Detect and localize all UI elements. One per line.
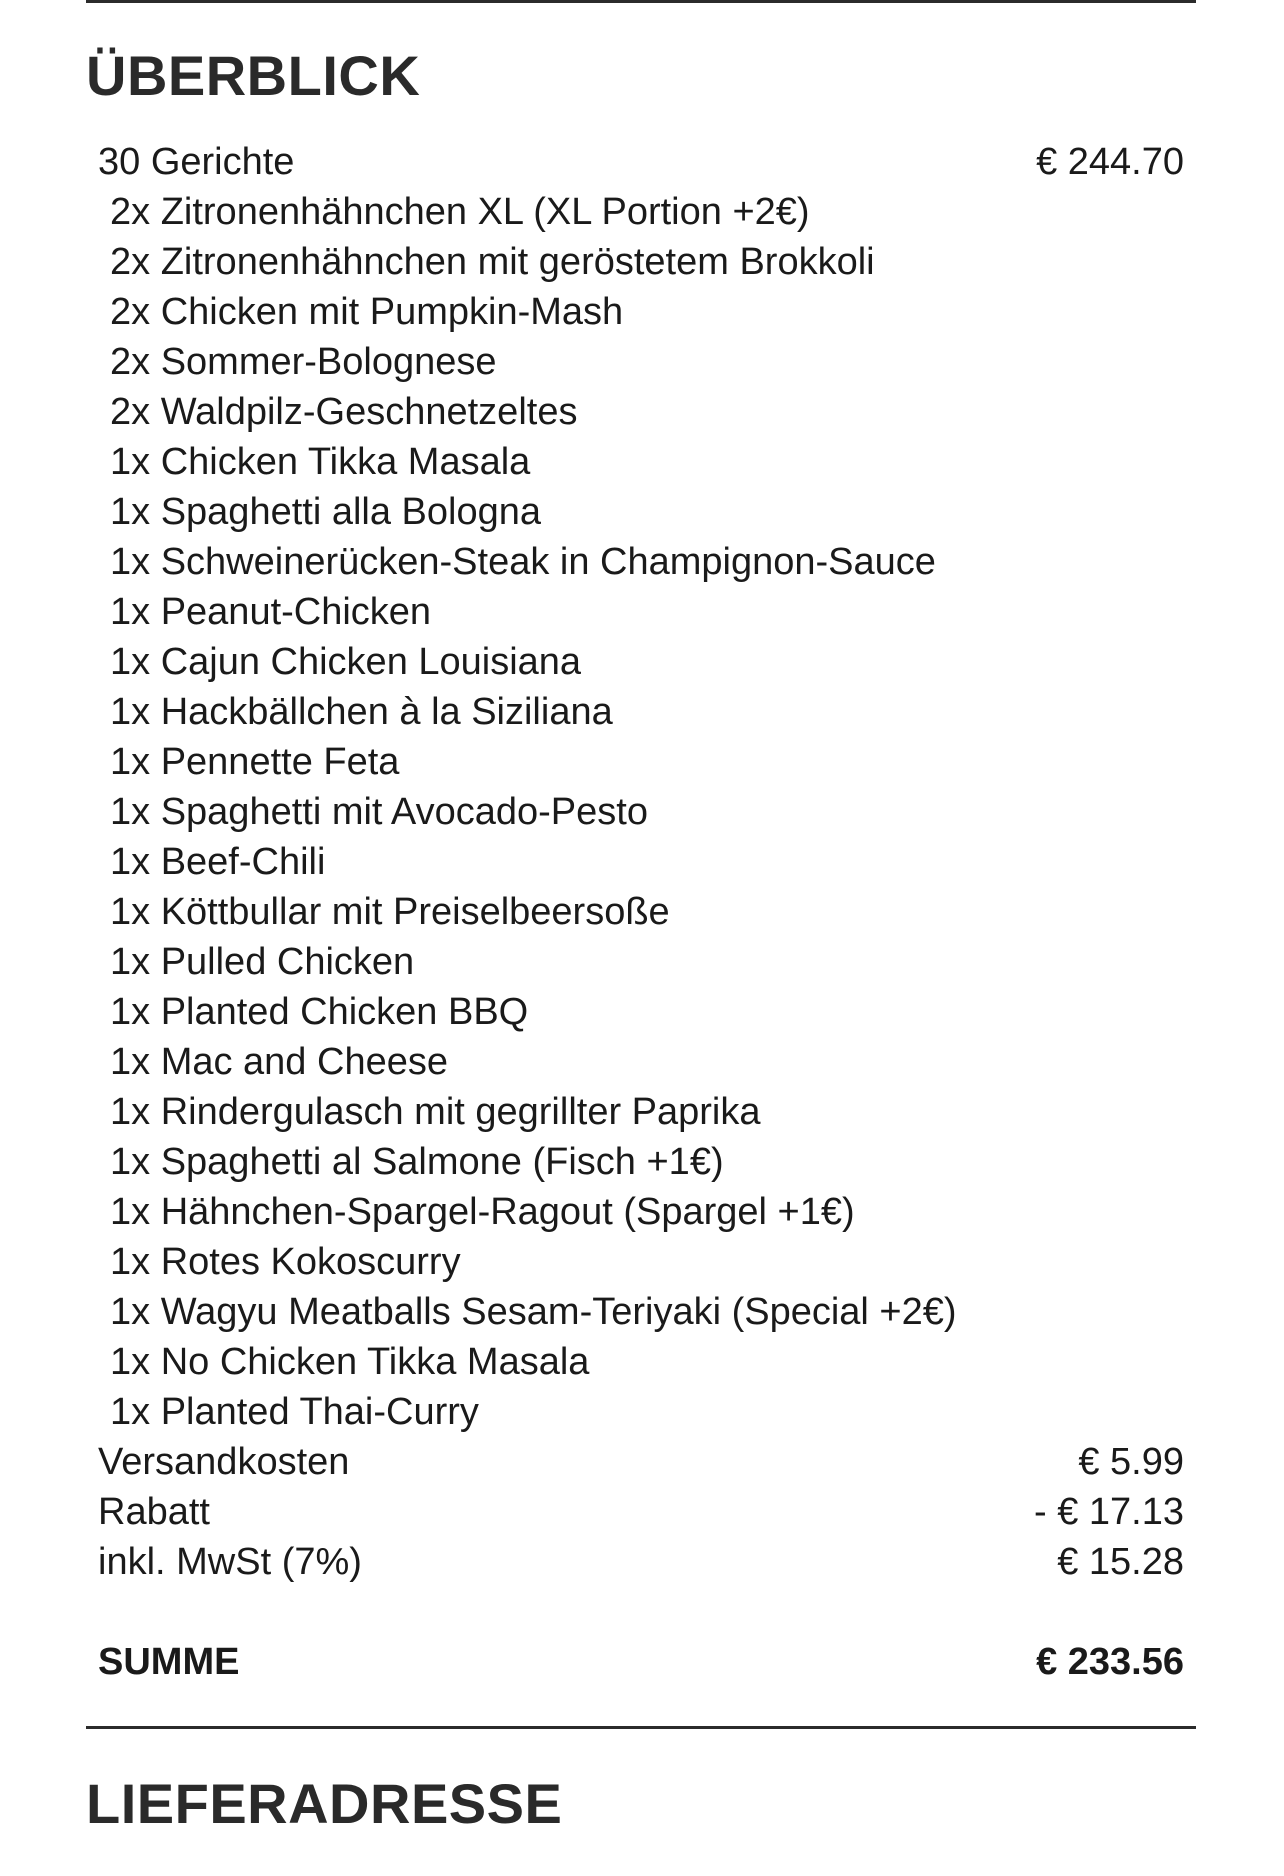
item-label: 1x Chicken Tikka Masala [110, 441, 531, 483]
delivery-address-heading: LIEFERADRESSE [86, 1772, 563, 1835]
item-label: 1x Rindergulasch mit gegrillter Paprika [110, 1091, 761, 1133]
list-item [98, 1087, 1184, 1137]
top-divider [86, 0, 1196, 3]
list-item [98, 687, 1184, 737]
list-item [98, 1137, 1184, 1187]
list-item [98, 437, 1184, 487]
item-label: 1x Köttbullar mit Preiselbeersoße [110, 891, 670, 933]
discount-row [98, 1487, 1184, 1537]
total-value: € 233.56 [1036, 1641, 1184, 1683]
item-label: 2x Zitronenhähnchen XL (XL Portion +2€) [110, 191, 810, 233]
item-label: 1x Wagyu Meatballs Sesam-Teriyaki (Special +2€) [110, 1291, 957, 1333]
item-label: 2x Chicken mit Pumpkin-Mash [110, 291, 624, 333]
list-item [98, 387, 1184, 437]
dishes-count-label: 30 Gerichte [98, 141, 295, 183]
list-item [98, 187, 1184, 237]
order-summary [98, 137, 1184, 1587]
list-item [98, 787, 1184, 837]
item-label: 2x Waldpilz-Geschnetzeltes [110, 391, 578, 433]
item-label: 1x Hähnchen-Spargel-Ragout (Spargel +1€) [110, 1191, 855, 1233]
item-label: 1x Pennette Feta [110, 741, 400, 783]
list-item [98, 487, 1184, 537]
vat-label: inkl. MwSt (7%) [98, 1541, 362, 1583]
list-item [98, 1237, 1184, 1287]
item-label: 1x Pulled Chicken [110, 941, 415, 983]
shipping-row [98, 1437, 1184, 1487]
list-item [98, 1337, 1184, 1387]
list-item [98, 237, 1184, 287]
list-item [98, 287, 1184, 337]
item-label: 1x Spaghetti mit Avocado-Pesto [110, 791, 648, 833]
discount-value: - € 17.13 [1034, 1491, 1184, 1533]
list-item [98, 937, 1184, 987]
item-label: 1x Spaghetti alla Bologna [110, 491, 541, 533]
list-item [98, 587, 1184, 637]
list-item [98, 1387, 1184, 1437]
item-label: 1x Spaghetti al Salmone (Fisch +1€) [110, 1141, 724, 1183]
item-label: 2x Sommer-Bolognese [110, 341, 497, 383]
item-label: 1x Planted Thai-Curry [110, 1391, 479, 1433]
shipping-label: Versandkosten [98, 1441, 350, 1483]
list-item [98, 637, 1184, 687]
list-item [98, 887, 1184, 937]
list-item [98, 1037, 1184, 1087]
item-label: 1x No Chicken Tikka Masala [110, 1341, 590, 1383]
list-item [98, 737, 1184, 787]
shipping-value: € 5.99 [1078, 1441, 1184, 1483]
list-item [98, 987, 1184, 1037]
dishes-count-row [98, 137, 1184, 187]
item-label: 1x Mac and Cheese [110, 1041, 448, 1083]
vat-row [98, 1537, 1184, 1587]
item-label: 1x Schweinerücken-Steak in Champignon-Sauce [110, 541, 936, 583]
dishes-subtotal: € 244.70 [1036, 141, 1184, 183]
list-item [98, 837, 1184, 887]
total-label: SUMME [98, 1641, 240, 1683]
section-divider [86, 1726, 1196, 1729]
total-row [98, 1637, 1184, 1687]
list-item [98, 1187, 1184, 1237]
vat-value: € 15.28 [1057, 1541, 1184, 1583]
item-label: 2x Zitronenhähnchen mit geröstetem Brokkoli [110, 241, 875, 283]
item-label: 1x Cajun Chicken Louisiana [110, 641, 582, 683]
list-item [98, 337, 1184, 387]
item-label: 1x Beef-Chili [110, 841, 326, 883]
item-label: 1x Hackbällchen à la Siziliana [110, 691, 613, 733]
overview-heading: ÜBERBLICK [86, 44, 421, 107]
item-label: 1x Peanut-Chicken [110, 591, 432, 633]
list-item [98, 1287, 1184, 1337]
item-label: 1x Planted Chicken BBQ [110, 991, 529, 1033]
list-item [98, 537, 1184, 587]
discount-label: Rabatt [98, 1491, 210, 1533]
item-label: 1x Rotes Kokoscurry [110, 1241, 461, 1283]
